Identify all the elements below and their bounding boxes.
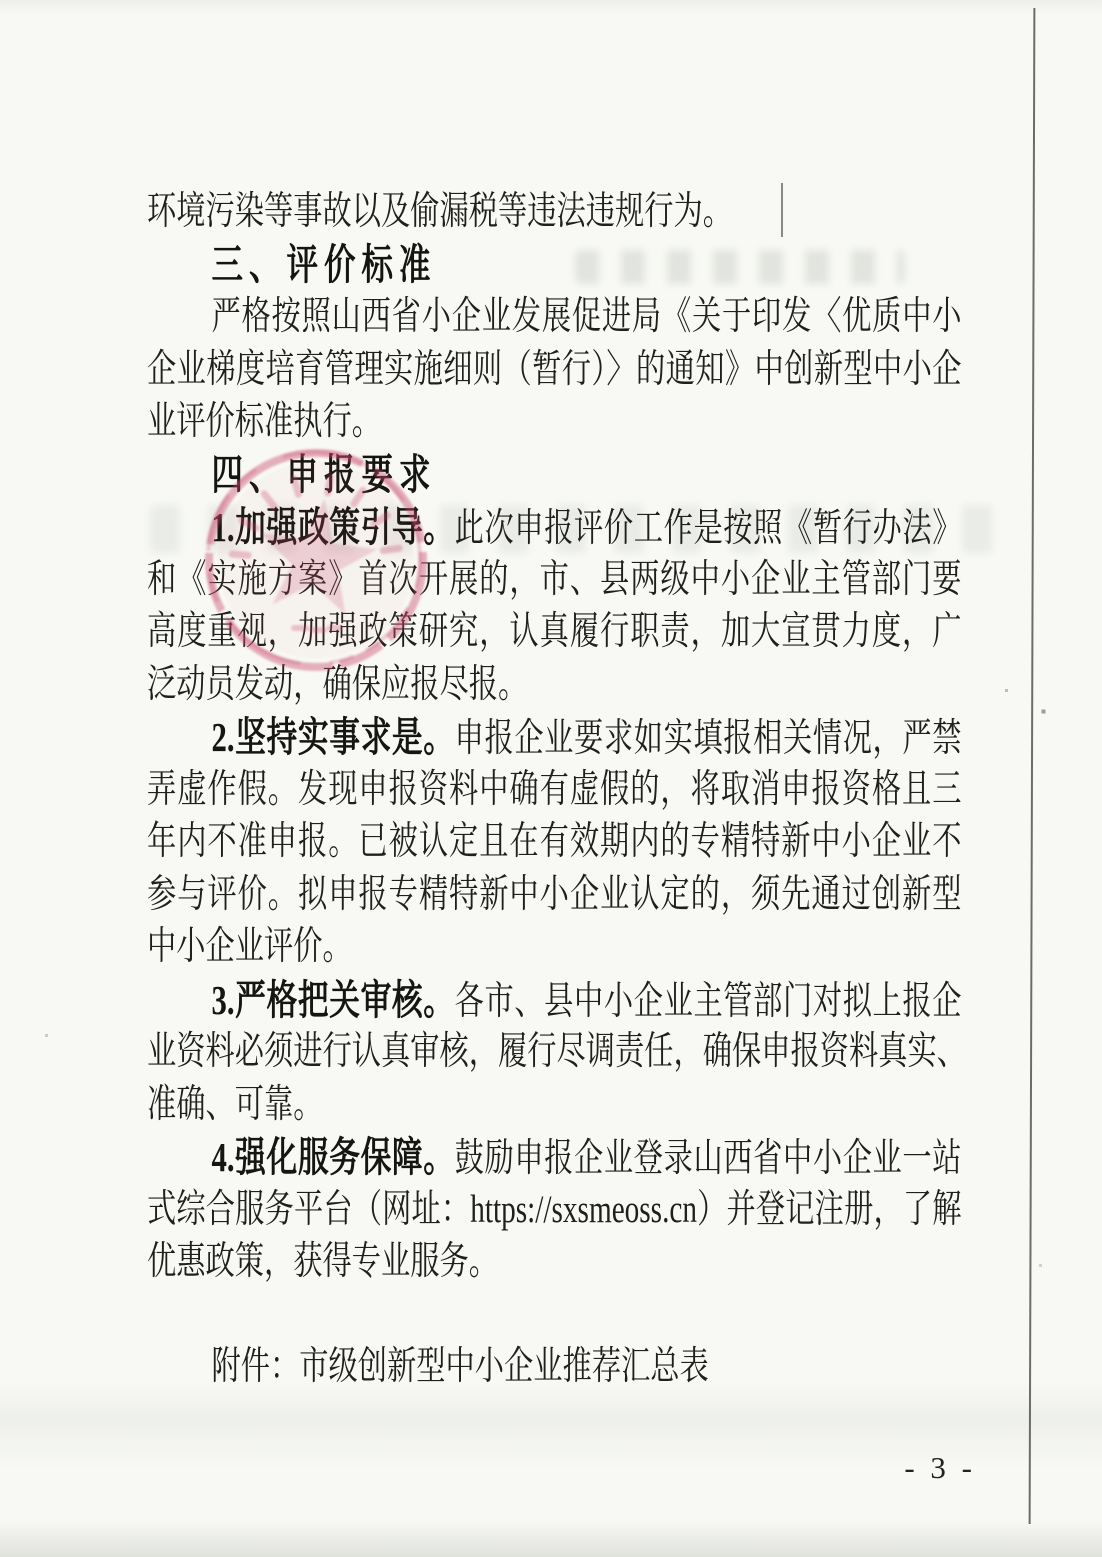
document-line: 弄虚作假。发现申报资料中确有虚假的，将取消申报资格且三: [147, 767, 962, 811]
document-line: 准确、可靠。: [147, 1082, 323, 1126]
document-line: 式综合服务平台（网址：https://sxsmeoss.cn）并登记注册，了解: [147, 1187, 962, 1231]
bold-lead: 4.强化服务保障。: [211, 1134, 455, 1180]
document-line: 4.强化服务保障。鼓励申报企业登录山西省中小企业一站: [211, 1134, 962, 1180]
document-line: 2.坚持实事求是。申报企业要求如实填报相关情况，严禁: [211, 714, 962, 760]
section-heading: 四、申报要求: [211, 450, 437, 498]
bold-lead: 3.严格把关审核。: [211, 976, 455, 1023]
document-line: [147, 1289, 962, 1342]
scan-artifact-short-line: [781, 183, 783, 237]
document-line: 1.加强政策引导。此次申报评价工作是按照《暂行办法》: [211, 504, 962, 550]
scan-dust-specks: [0, 0, 1, 1]
document-line: 和《实施方案》首次开展的，市、县两级中小企业主管部门要: [147, 557, 962, 601]
document-line: 泛动员发动，确保应报尽报。: [147, 662, 528, 706]
document-line: 企业梯度培育管理实施细则（暂行）〉的通知》中创新型中小企: [147, 347, 962, 391]
document-line: 中小企业评价。: [147, 925, 352, 968]
document-line: 附件：市级创新型中小企业推荐汇总表: [211, 1345, 709, 1388]
bold-lead: 2.坚持实事求是。: [211, 714, 455, 760]
document-line: 严格按照山西省小企业发展促进局《关于印发〈优质中小: [211, 295, 962, 338]
document-line: 环境污染等事故以及偷漏税等违法违规行为。: [147, 190, 733, 233]
document-line: 业资料必须进行认真审核，履行尽调责任，确保申报资料真实、: [147, 1030, 967, 1073]
scan-artifact-vertical-line: [1029, 8, 1036, 1524]
document-line: 业评价标准执行。: [147, 400, 382, 443]
document-line: 优惠政策，获得专业服务。: [147, 1240, 499, 1283]
document-line: 3.严格把关审核。各市、县中小企业主管部门对拟上报企: [211, 976, 962, 1023]
document-line: 参与评价。拟申报专精特新中小企业认定的，须先通过创新型: [147, 872, 962, 916]
text-body: [147, 186, 967, 1394]
section-heading: 三、评价标准: [211, 240, 437, 288]
document-line: 年内不准申报。已被认定且在有效期内的专精特新中小企业不: [147, 820, 962, 863]
bold-lead: 1.加强政策引导。: [211, 504, 455, 550]
document-line: 高度重视，加强政策研究，认真履行职责，加大宣贯力度，广: [147, 610, 962, 653]
page-number: - 3 -: [904, 1450, 976, 1485]
